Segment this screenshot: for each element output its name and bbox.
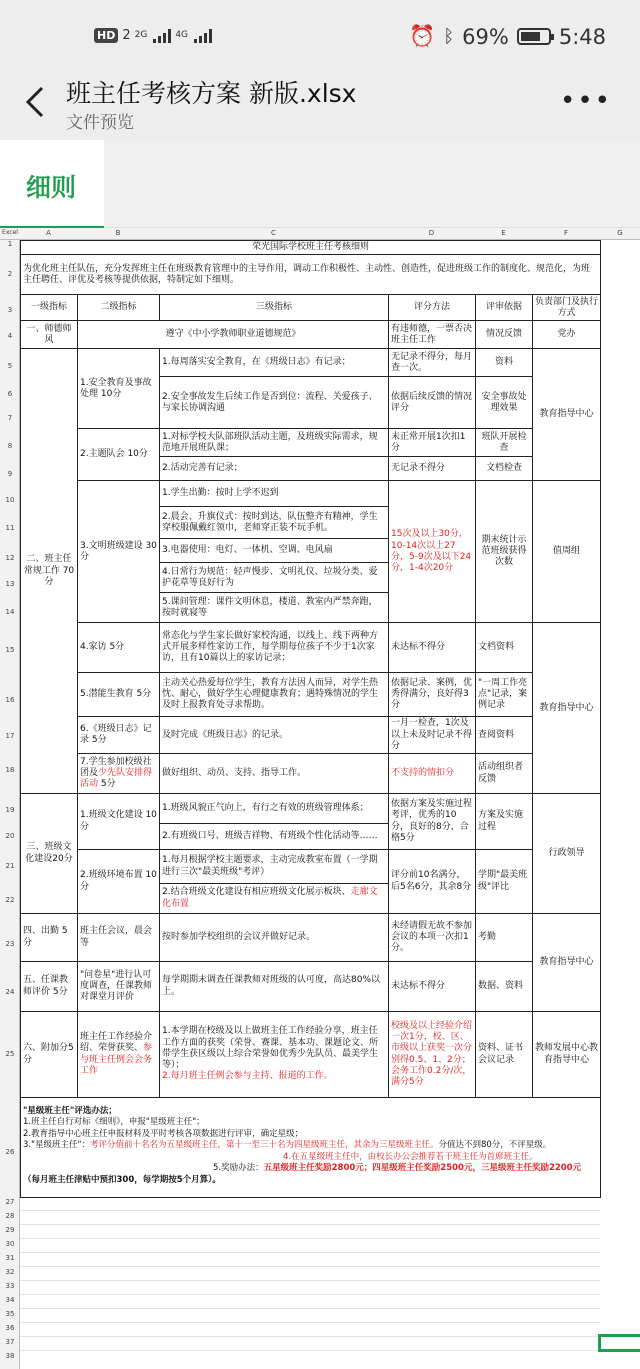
- table-cell[interactable]: [78, 1012, 160, 1098]
- table-cell[interactable]: 情况反馈: [476, 321, 533, 349]
- gridline: [20, 1308, 600, 1309]
- table-cell[interactable]: 五、任课教师评价 5分: [21, 962, 78, 1012]
- col-header-a: A: [46, 229, 51, 237]
- gridline: [20, 1350, 600, 1351]
- table-cell[interactable]: 班主任会议，晨会等: [78, 914, 160, 962]
- row-number: 28: [5, 1212, 15, 1220]
- header-cell[interactable]: 评分方法: [389, 295, 476, 321]
- row-number: 1: [7, 240, 13, 248]
- table-cell[interactable]: 1.每周落实安全教育，在《班级日志》有记录；: [160, 349, 389, 377]
- col-header-e: E: [501, 229, 506, 237]
- cell-selection-box[interactable]: [598, 1334, 640, 1352]
- table-cell[interactable]: 无记录不得分，每月查一次。: [389, 349, 476, 377]
- table-cell[interactable]: 值周组: [533, 481, 601, 623]
- row-number: 38: [5, 1352, 15, 1360]
- tab-label: 细则: [26, 173, 77, 202]
- table-cell[interactable]: 1.班级文化建设 10分: [78, 794, 160, 850]
- table-cell[interactable]: 常态化与学生家长做好家校沟通，以线上、线下两种方式开展多样性家访工作，每学期每位孩子不少于1次家访，且有10篇以上的家访记录；: [160, 623, 389, 673]
- row-number: 15: [5, 646, 15, 654]
- table-cell[interactable]: 考勤: [476, 914, 533, 962]
- col-header-f: F: [563, 229, 569, 237]
- table-cell[interactable]: "问卷星"进行认可度调查，任课教师对课堂月评价: [78, 962, 160, 1012]
- table-cell[interactable]: "一周工作亮点"记录，案例记录: [476, 673, 533, 717]
- row-header-bar: [0, 240, 20, 1369]
- clock: 5:48: [558, 24, 606, 49]
- table-cell[interactable]: 一、师德师风: [21, 321, 78, 349]
- row-number: 22: [5, 896, 15, 904]
- col-header-d: D: [428, 229, 435, 237]
- table-cell[interactable]: 有违师德，一票否决班主任工作: [389, 321, 476, 349]
- table-cell[interactable]: 无记录不得分: [389, 457, 476, 481]
- row-number: 30: [5, 1240, 15, 1248]
- table-cell[interactable]: 文档检查: [476, 457, 533, 481]
- table-cell[interactable]: 教育指导中心: [533, 349, 601, 481]
- row-number: 21: [5, 862, 15, 870]
- gridline: [20, 1252, 600, 1253]
- row-number: 16: [5, 696, 15, 704]
- table-cell[interactable]: 每学期期末调查任课教师对班级的认可度，高达80%以上。: [160, 962, 389, 1012]
- header-cell[interactable]: 负责部门及执行方式: [533, 295, 601, 321]
- notes-cell[interactable]: [21, 1098, 601, 1198]
- cell-text: 5分: [98, 779, 116, 790]
- gridline: [20, 1336, 600, 1337]
- table-cell[interactable]: 文档资料: [476, 623, 533, 673]
- table-cell[interactable]: 4.日常行为规范：轻声慢步、文明礼仪、垃圾分类、爱护花草等良好行为: [160, 563, 389, 593]
- gridline: [20, 1294, 600, 1295]
- table-cell[interactable]: 教育指导中心: [533, 914, 601, 1012]
- gridline: [20, 1266, 600, 1267]
- table-cell[interactable]: 15次及以上30分，10-14次以上27分，5-9次及以下24分，1-4次20分: [389, 481, 476, 623]
- notes-heading: "星级班主任"评选办法；: [23, 1106, 117, 1116]
- sheet-tab-bar: [0, 140, 640, 228]
- table-cell[interactable]: 教育指导中心: [533, 623, 601, 794]
- network-indicators: [94, 27, 212, 43]
- row-number: 32: [5, 1268, 15, 1276]
- row-number: 18: [5, 766, 15, 774]
- header-cell[interactable]: 三级指标: [160, 295, 389, 321]
- header-cell[interactable]: 一级指标: [21, 295, 78, 321]
- row-number: 17: [5, 732, 15, 740]
- hd-badge: HD: [94, 28, 118, 43]
- table-cell[interactable]: [160, 1012, 389, 1098]
- table-cell[interactable]: 学期"最美班级"评比: [476, 850, 533, 914]
- table-cell[interactable]: 期末统计示范班级获得次数: [476, 481, 533, 623]
- row-number: 23: [5, 940, 15, 948]
- row-number: 24: [5, 988, 15, 996]
- table-cell[interactable]: [160, 884, 389, 914]
- assessment-table: [20, 240, 601, 1198]
- table-cell[interactable]: 资料: [476, 349, 533, 377]
- row-number: 4: [7, 332, 13, 340]
- table-cell[interactable]: 1.对标学校大队部班队活动主题，及班级实际需求，规范地开展班队课；: [160, 429, 389, 457]
- cell-text: 7.学生参加校级社团及: [80, 756, 152, 778]
- column-header-bar: [0, 228, 640, 240]
- table-cell[interactable]: 2.有班级口号、班级吉祥物、有班级个性化活动等……: [160, 824, 389, 850]
- row-number: 8: [7, 442, 13, 450]
- table-cell[interactable]: 6.《班级日志》记录 5分: [78, 717, 160, 754]
- status-right: [409, 24, 606, 49]
- cell-text-red: 少先队安排得活动: [80, 767, 153, 790]
- row-number: 5: [7, 362, 13, 370]
- table-cell[interactable]: 5.课间管理：课件文明休息，楼道、教室内严禁奔跑，按时就寝等: [160, 593, 389, 623]
- table-cell[interactable]: 1.每月根据学校主题要求，主动完成教室布置（一学期进行三次"最美班级"考评）: [160, 850, 389, 884]
- gridline: [20, 1322, 600, 1323]
- spreadsheet-view[interactable]: [0, 228, 640, 1369]
- row-number: 29: [5, 1226, 15, 1234]
- app-header: [0, 60, 640, 140]
- table-cell[interactable]: 活动组织者反馈: [476, 754, 533, 794]
- table-cell[interactable]: 教师发展中心教育指导中心: [533, 1012, 601, 1098]
- col-header-g: G: [617, 229, 623, 237]
- row-number: 36: [5, 1324, 15, 1332]
- table-cell[interactable]: 三、班级文化建设20分: [21, 794, 78, 914]
- table-cell[interactable]: 校级及以上经验介绍一次1分，校、区、市级以上获奖一次分别得0.5、1、2分；会务工作0.2分/次，满分5分: [389, 1012, 476, 1098]
- table-cell[interactable]: 四、出勤 5分: [21, 914, 78, 962]
- gridline: [20, 1210, 600, 1211]
- notes-line: 2.教育指导中心班主任申报材料及平时考核各项数据进行评审，确定星级；: [23, 1128, 304, 1139]
- table-cell[interactable]: 2.班级环境布置 10分: [78, 850, 160, 914]
- cell-text-red: 参与班主任例会会务工作: [80, 1043, 153, 1076]
- gridline: [20, 1238, 600, 1239]
- table-cell[interactable]: 2.活动完善有记录；: [160, 457, 389, 481]
- table-cell[interactable]: 未达标不得分: [389, 623, 476, 673]
- table-cell[interactable]: 依据记录、案例，优秀得满分，良好得3分: [389, 673, 476, 717]
- table-cell[interactable]: 班队开展检查: [476, 429, 533, 457]
- battery-icon: [517, 28, 551, 45]
- network-2g-label: 2G: [134, 30, 148, 40]
- table-cell[interactable]: 2.主题队会 10分: [78, 429, 160, 481]
- table-cell[interactable]: 做好组织、动员、支持、指导工作。: [160, 754, 389, 794]
- row-number: 12: [5, 554, 15, 562]
- table-cell[interactable]: 安全事故处理效果: [476, 377, 533, 429]
- row-number: 31: [5, 1254, 15, 1262]
- notes-text-red: 五星级班主任奖励2800元；四星级班主任奖励2500元，三星级班主任奖励2200元: [263, 1163, 582, 1174]
- notes-text: 5.奖励办法：: [213, 1163, 264, 1174]
- alarm-icon: ⏰: [409, 24, 436, 48]
- table-cell[interactable]: [78, 754, 160, 794]
- table-cell[interactable]: 党办: [533, 321, 601, 349]
- file-subtitle: 文件预览: [66, 113, 134, 133]
- table-cell[interactable]: 2.安全事故发生后续工作是否到位：流程、关爱孩子、与家长协调沟通: [160, 377, 389, 429]
- row-number: 7: [7, 414, 13, 422]
- row-number: 34: [5, 1296, 15, 1304]
- col-header-b: B: [115, 229, 121, 237]
- row-number: 37: [5, 1338, 15, 1346]
- notes-text-red: 考评分值前十名名为五星级班主任，第十一至三十名为四星级班主任，其余为三星级班主任。: [89, 1140, 439, 1151]
- row-number: 19: [5, 806, 15, 814]
- notes-line: [23, 1140, 598, 1151]
- cell-text-red: 2.每月班主任例会参与主持、报道的工作。: [162, 1071, 333, 1082]
- table-cell[interactable]: 按时参加学校组织的会议并做好记录。: [160, 914, 389, 962]
- table-cell[interactable]: 未正常开展1次扣1分: [389, 429, 476, 457]
- row-number: 11: [5, 524, 15, 532]
- back-arrow-icon[interactable]: [22, 82, 48, 122]
- notes-text: 3."星级班主任"：: [23, 1140, 90, 1151]
- cell-text-red: 走廊文化布置: [162, 887, 378, 909]
- notes-line: （每月班主任津贴中预扣300，每学期按5个月算）。: [23, 1174, 221, 1185]
- table-cell[interactable]: 未经请假无故不参加会议的本项一次扣1分。: [389, 914, 476, 962]
- table-cell[interactable]: 查阅资料: [476, 717, 533, 754]
- table-cell[interactable]: 遵守《中小学教师职业道德规范》: [78, 321, 389, 349]
- more-options-icon[interactable]: •••: [559, 86, 612, 116]
- table-cell[interactable]: 依据后续反馈的情况评分: [389, 377, 476, 429]
- table-cell[interactable]: 3.电器使用：电灯、一体机、空调、电风扇: [160, 539, 389, 563]
- table-cell[interactable]: 1.安全教育及事故处理 10分: [78, 349, 160, 429]
- row-number: 33: [5, 1282, 15, 1290]
- row-number: 20: [5, 832, 15, 840]
- table-cell[interactable]: 方案及实施过程: [476, 794, 533, 850]
- table-cell[interactable]: 行政领导: [533, 794, 601, 914]
- table-cell[interactable]: 资料、证书会议记录: [476, 1012, 533, 1098]
- table-cell[interactable]: 1.班级风貌正气向上，有行之有效的班级管理体系；: [160, 794, 389, 824]
- table-cell[interactable]: 5.潜能生教育 5分: [78, 673, 160, 717]
- cell-text: 班主任工作经验介绍、荣誉获奖、: [80, 1032, 153, 1054]
- table-cell[interactable]: 二、班主任常规工作 70分: [21, 349, 78, 794]
- bluetooth-icon: ᛒ: [443, 26, 455, 47]
- network-4g-label: 4G: [175, 30, 189, 40]
- notes-line: 1.班主任自行对标《细则》，申报"星级班主任"；: [23, 1117, 205, 1128]
- table-cell[interactable]: 2.晨会、升旗仪式：按时到达，队伍整齐有精神，学生穿校服佩戴红领巾，老师穿正装不玩手机。: [160, 507, 389, 539]
- table-cell[interactable]: 4.家访 5分: [78, 623, 160, 673]
- row-number: 27: [5, 1198, 15, 1206]
- row-number: 2: [7, 270, 13, 278]
- table-cell[interactable]: 3.文明班级建设 30分: [78, 481, 160, 623]
- col-header-c: C: [271, 229, 276, 237]
- table-cell[interactable]: 及时完成《班级日志》的记录。: [160, 717, 389, 754]
- table-cell[interactable]: 依据方案及实施过程考评，优秀的10分，良好的8分，合格5分: [389, 794, 476, 850]
- table-cell[interactable]: 未达标不得分: [389, 962, 476, 1012]
- gridline: [20, 1280, 600, 1281]
- table-cell[interactable]: 不支持的情扣分: [389, 754, 476, 794]
- header-cell[interactable]: 二级指标: [78, 295, 160, 321]
- cell-text: 2.结合班级文化建设有相应班级文化展示板块、: [162, 887, 351, 898]
- row-number: 13: [5, 580, 15, 588]
- table-cell[interactable]: 数据、资料: [476, 962, 533, 1012]
- gridline: [20, 1224, 600, 1225]
- battery-percent: 69%: [462, 24, 509, 49]
- file-title: 班主任考核方案 新版.xlsx: [66, 79, 357, 108]
- notes-text: 分值达不到80分，不评星级。: [438, 1140, 552, 1151]
- intro-cell[interactable]: 为优化班主任队伍，充分发挥班主任在班级教育管理中的主导作用，调动工作积极性、主动性、创造性，促进班级工作的制度化、规范化，为班主任聘任、评优及考核等提供依据，特制定如下细则。: [21, 255, 601, 295]
- tab-xize[interactable]: [0, 140, 104, 228]
- row-number: 14: [5, 608, 15, 616]
- cell-text: 1.本学期在校级及以上做班主任工作经验分享，班主任工作方面的获奖（荣誉、赛课、基本功、课题论文、所带学生获区级以上综合荣誉如优秀少先队员、最美学生等）；: [162, 1026, 379, 1071]
- table-cell[interactable]: 一月一检查，1次及以上未及时记录不得分: [389, 717, 476, 754]
- table-cell[interactable]: 评分前10名满分，后5名6分，其余8分: [389, 850, 476, 914]
- notes-line: 4.在五星级班主任中，由校长办公会推荐若干班主任为首席班主任。: [283, 1151, 538, 1162]
- row-number: 3: [7, 306, 13, 314]
- excel-label: Excel: [2, 229, 18, 236]
- table-cell[interactable]: 1.学生出勤：按时上学不迟到: [160, 481, 389, 507]
- row-number: 25: [5, 1050, 15, 1058]
- table-cell[interactable]: 六、附加分5分: [21, 1012, 78, 1098]
- row-number: 9: [7, 470, 13, 478]
- row-number: 26: [5, 1148, 15, 1156]
- sim-number: 2: [122, 27, 131, 43]
- signal-1-icon: [153, 27, 171, 43]
- row-number: 10: [5, 496, 15, 504]
- table-cell[interactable]: 主动关心热爱每位学生，教育方法因人而异，对学生热忱、耐心，做好学生心理健康教育；遇特殊情况的学生及时上报教育处寻求帮助。: [160, 673, 389, 717]
- row-number: 6: [7, 390, 13, 398]
- notes-line: [23, 1163, 598, 1174]
- signal-2-icon: [194, 27, 212, 43]
- table-title[interactable]: 荣光国际学校班主任考核细则: [21, 241, 601, 255]
- row-number: 35: [5, 1310, 15, 1318]
- header-cell[interactable]: 评审依据: [476, 295, 533, 321]
